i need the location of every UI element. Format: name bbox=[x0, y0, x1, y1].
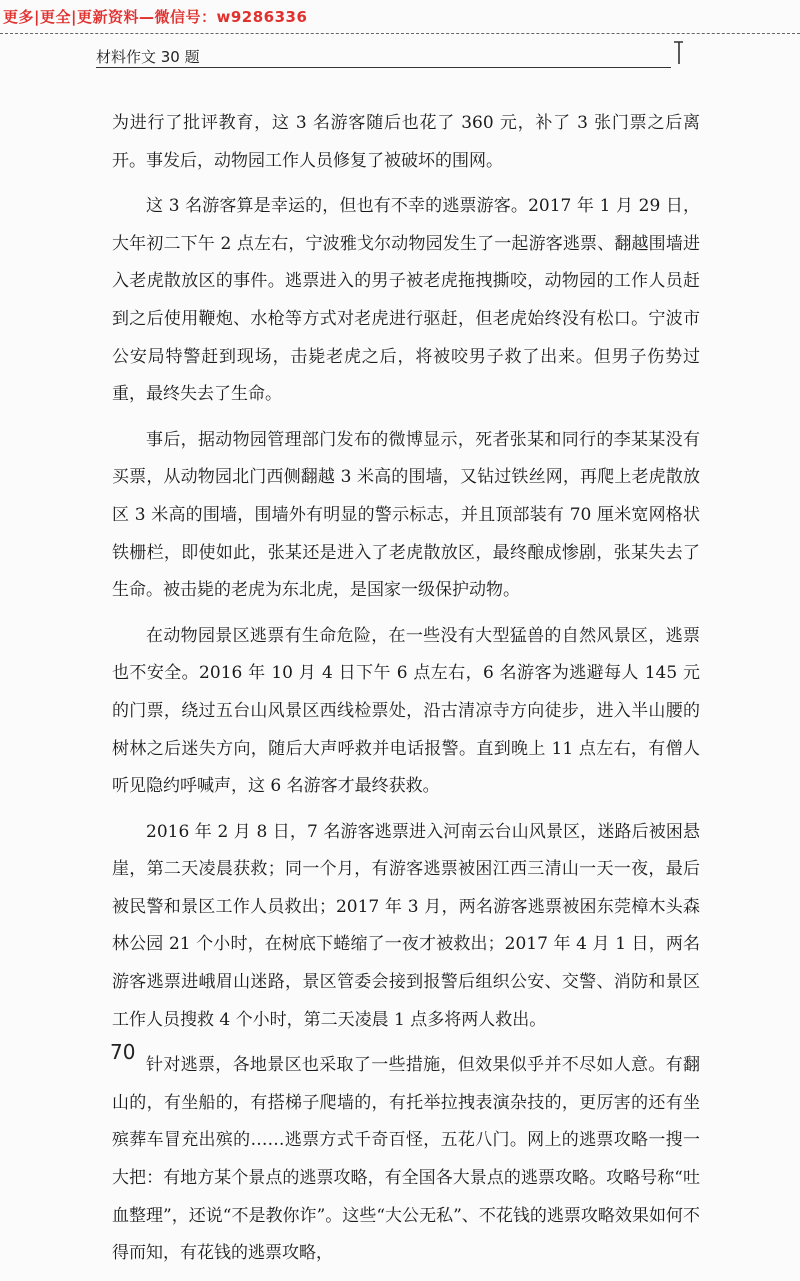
header-rule bbox=[96, 67, 671, 68]
page-number: 70 bbox=[110, 1040, 136, 1064]
paragraph-4: 在动物园景区逃票有生命危险，在一些没有大型猛兽的自然风景区，逃票也不安全。2016 年 10 月 4 日下午 6 点左右，6 名游客为逃避每人 145 元的门票，绕过五台山风景区西线检票处，沿古清凉寺方向徒步，进入半山腰的树林之后迷失方向，随后大声呼救并电话报警。直到晚上 11 点左右，有僧人听见隐约呼喊声，这 6 名游客才最终获救。 bbox=[112, 625, 700, 797]
paragraph-1: 为进行了批评教育，这 3 名游客随后也花了 360 元，补了 3 张门票之后离开。事发后，动物园工作人员修复了被破坏的围网。 bbox=[112, 113, 700, 171]
paragraph-5: 2016 年 2 月 8 日，7 名游客逃票进入河南云台山风景区，迷路后被困悬崖，第二天凌晨获救；同一个月，有游客逃票被困江西三清山一天一夜，最后被民警和景区工作人员救出；2017 年 3 月，两名游客逃票被困东莞樟木头森林公园 21 个小时，在树底下蜷缩了一夜才被救出；2017 年 4 月 1 日，两名游客逃票进峨眉山迷路，景区管委会接到报警后组织公安、交警、消防和景区工作人员搜救 4 个小时，第二天凌晨 1 点多将两人救出。 bbox=[112, 821, 700, 1030]
banner-divider bbox=[0, 33, 800, 34]
paragraph-6: 针对逃票，各地景区也采取了一些措施，但效果似乎并不尽如人意。有翻山的，有坐船的，有搭梯子爬墙的，有托举拉拽表演杂技的，更厉害的还有坐殡葬车冒充出殡的……逃票方式千奇百怪，五花八门。网上的逃票攻略一搜一大把：有地方某个景点的逃票攻略，有全国各大景点的逃票攻略。攻略号称“吐血整理”，还说“不是教你诈”。这些“大公无私”、不花钱的逃票攻略效果如何不得而知，有花钱的逃票攻略， bbox=[112, 1055, 700, 1264]
paragraph-2: 这 3 名游客算是幸运的，但也有不幸的逃票游客。2017 年 1 月 29 日，大年初二下午 2 点左右，宁波雅戈尔动物园发生了一起游客逃票、翻越围墙进入老虎散放区的事件。逃票进入的男子被老虎拖拽撕咬，动物园的工作人员赶到之后使用鞭炮、水枪等方式对老虎进行驱赶，但老虎始终没有松口。宁波市公安局特警赶到现场，击毙老虎之后，将被咬男子救了出来。但男子伤势过重，最终失去了生命。 bbox=[112, 196, 700, 405]
watermark-banner: 更多|更全|更新资料—微信号：w9286336 bbox=[3, 8, 308, 26]
running-header-title: 材料作文 30 题 bbox=[96, 48, 200, 66]
body-text bbox=[112, 105, 700, 1281]
paragraph-3: 事后，据动物园管理部门发布的微博显示，死者张某和同行的李某某没有买票，从动物园北门西侧翻越 3 米高的围墙，又钻过铁丝网，再爬上老虎散放区 3 米高的围墙，围墙外有明显的警示标志，并且顶部装有 70 厘米宽网格状铁栅栏，即使如此，张某还是进入了老虎散放区，最终酿成惨剧，张某失去了生命。被击毙的老虎为东北虎，是国家一级保护动物。 bbox=[112, 429, 700, 601]
header-corner-mark bbox=[673, 38, 685, 66]
